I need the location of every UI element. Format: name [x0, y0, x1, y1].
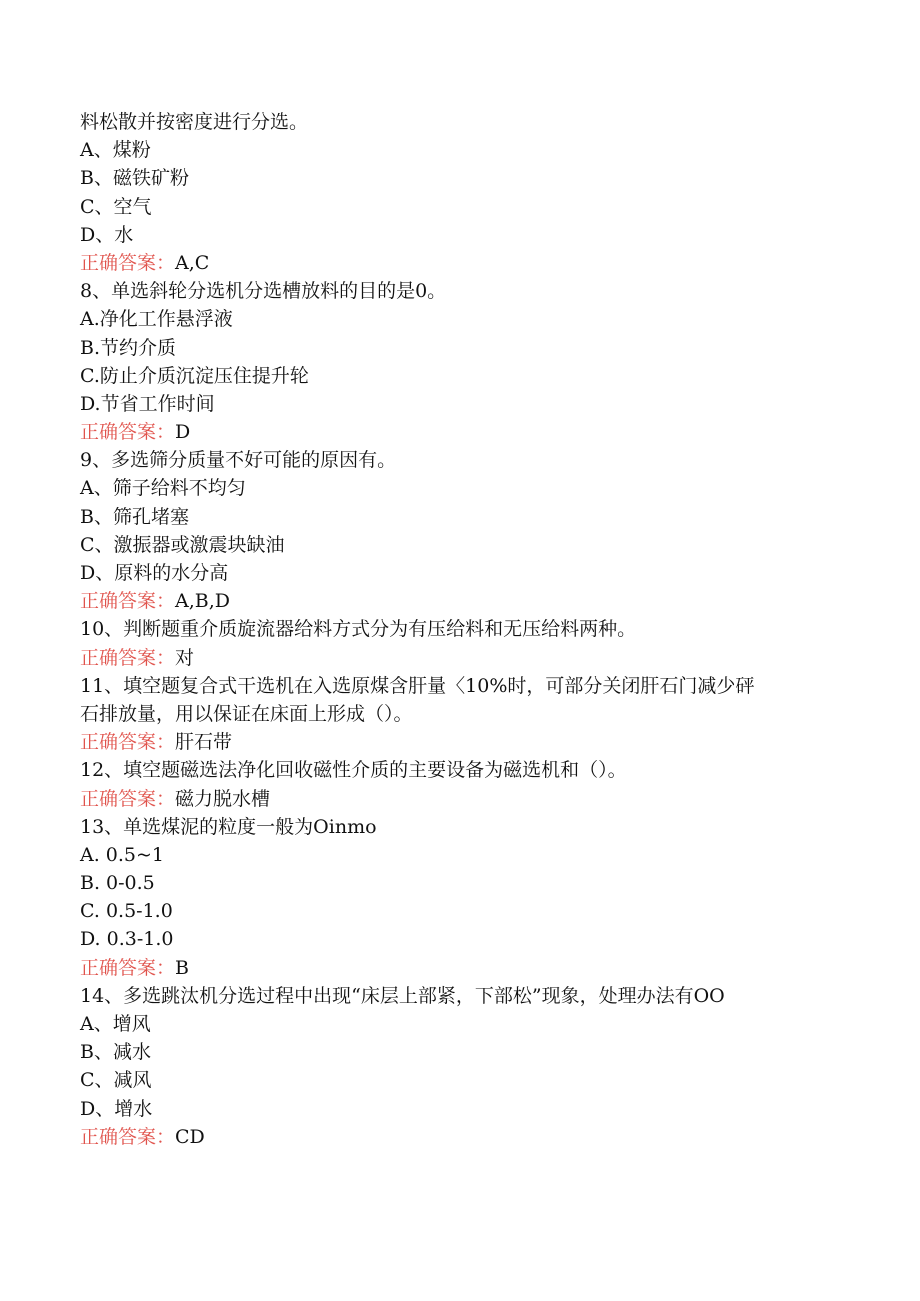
text-line: C.防止介质沉淀压住提升轮 [80, 364, 309, 387]
answer-value: A,B,D [175, 590, 231, 613]
text-line: C、减风 [80, 1069, 152, 1092]
answer-line [80, 785, 840, 813]
text-line: C. 0.5-1.0 [80, 900, 173, 923]
text-line: D.节省工作时间 [80, 392, 215, 415]
answer-line [80, 728, 840, 756]
text-line: D、水 [80, 223, 134, 246]
answer-value: 磁力脱水槽 [175, 787, 271, 810]
answer-line [80, 644, 840, 672]
text-line: 13、单选煤泥的粒度一般为Oinmo [80, 815, 377, 838]
text-line: B、筛孔堵塞 [80, 505, 189, 528]
text-line: C、激振器或激震块缺油 [80, 533, 285, 556]
answer-label: 正确答案： [80, 1125, 176, 1148]
answer-value: B [175, 956, 189, 979]
text-line: 料松散并按密度进行分选。 [80, 111, 309, 133]
text-line: 10、判断题重介质旋流器给料方式分为有压给料和无压给料两种。 [80, 618, 637, 641]
text-line: A、增风 [80, 1013, 151, 1035]
answer-label: 正确答案： [80, 731, 176, 754]
answer-label: 正确答案： [80, 590, 176, 613]
text-line: B. 0-0.5 [80, 872, 155, 895]
answer-value: 肝石带 [175, 731, 233, 754]
text-line: B.节约介质 [80, 336, 177, 359]
text-line: 9、多选筛分质量不好可能的原因有。 [80, 449, 397, 472]
answer-line [80, 587, 840, 615]
answer-label: 正确答案： [80, 251, 176, 274]
answer-line [80, 418, 840, 446]
text-line: B、磁铁矿粉 [80, 167, 189, 190]
text-line: C、空气 [80, 195, 152, 218]
answer-label: 正确答案： [80, 787, 176, 810]
text-line: 11、填空题复合式干选机在入选原煤含肝量〈10%时，可部分关闭肝石门减少砰 [80, 674, 755, 697]
text-line: A、煤粉 [80, 139, 151, 162]
text-line: 14、多选跳汰机分选过程中出现“床层上部紧，下部松”现象，处理办法有OO [80, 984, 725, 1007]
text-line: 8、单选斜轮分选机分选槽放料的目的是0。 [80, 280, 447, 303]
answer-value: D [175, 421, 191, 444]
text-line: D、增水 [80, 1097, 153, 1120]
answer-line [80, 1123, 840, 1151]
text-line: D、原料的水分高 [80, 562, 229, 584]
text-line: B、减水 [80, 1041, 151, 1064]
answer-value: 对 [175, 646, 195, 669]
answer-label: 正确答案： [80, 646, 176, 669]
answer-value: CD [175, 1125, 205, 1148]
text-line: D. 0.3-1.0 [80, 928, 174, 951]
answer-line [80, 249, 840, 277]
question-list [80, 108, 840, 1151]
text-line: A. 0.5~1 [80, 843, 165, 866]
text-line: 12、填空题磁选法净化回收磁性介质的主要设备为磁选机和（）。 [80, 759, 627, 782]
text-line: A、筛子给料不均匀 [80, 477, 246, 500]
text-line: A.净化工作悬浮液 [80, 308, 233, 331]
answer-label: 正确答案： [80, 956, 176, 979]
answer-value: A,C [175, 251, 210, 274]
answer-line [80, 954, 840, 982]
text-line: 石排放量，用以保证在床面上形成（）。 [80, 702, 413, 725]
answer-label: 正确答案： [80, 421, 176, 444]
